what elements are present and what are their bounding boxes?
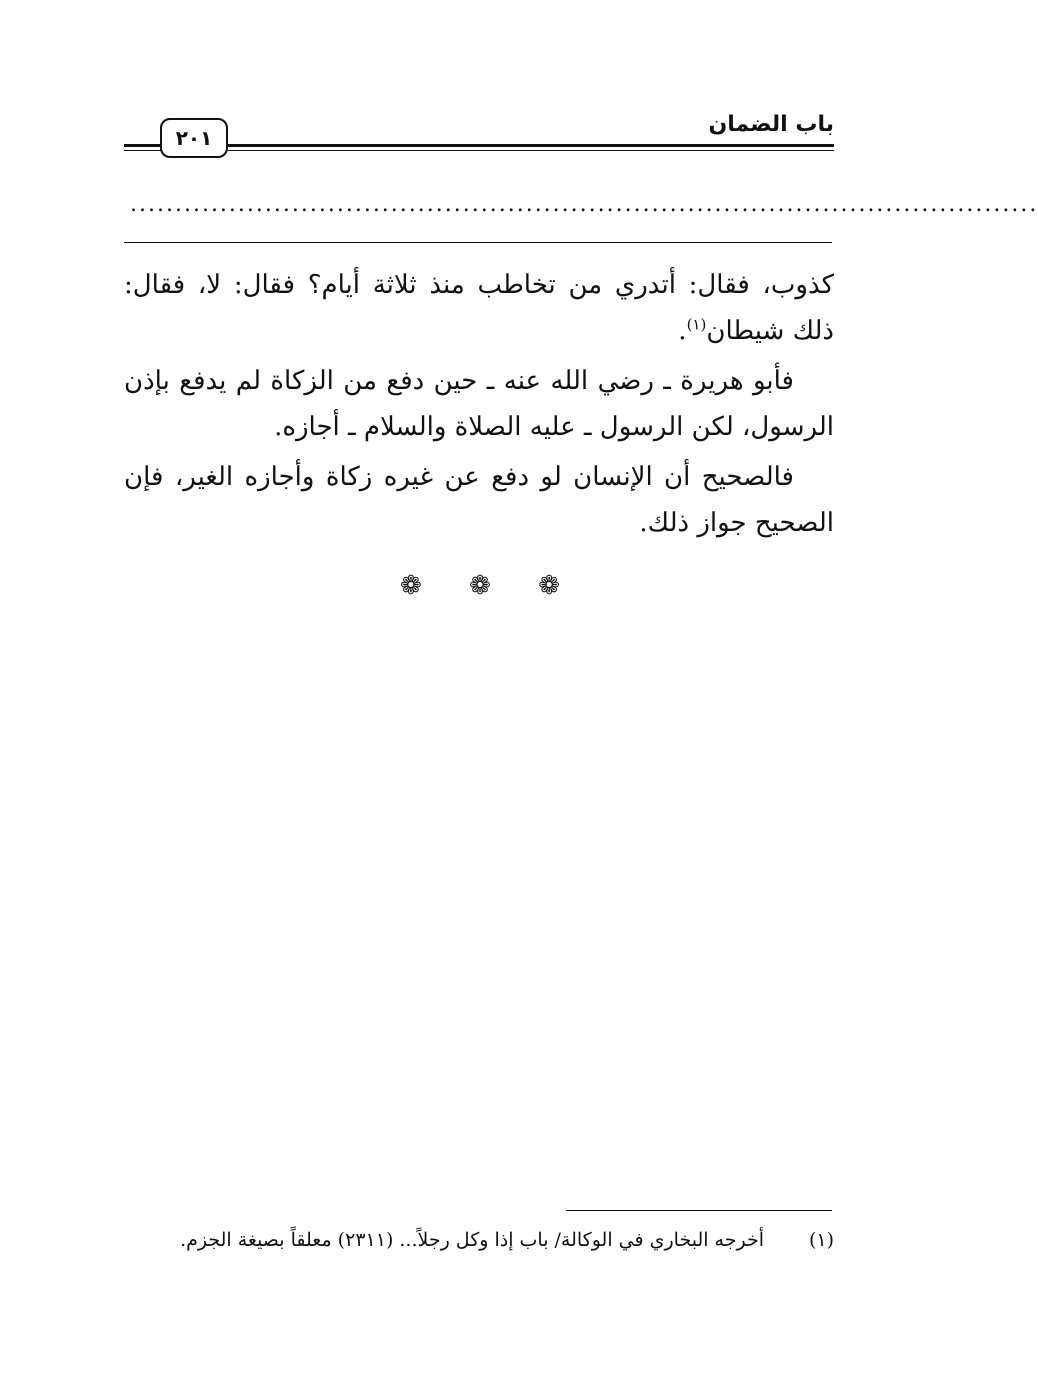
footnote-rule	[566, 1210, 832, 1211]
paragraph-3: فالصحيح أن الإنسان لو دفع عن غيره زكاة وأجازه الغير، فإن الصحيح جواز ذلك.	[124, 462, 834, 538]
footnote-ref-1: (١)	[686, 315, 707, 334]
header-rule-right-thin	[228, 150, 834, 151]
dotted-separator: .....................................................................................................	[130, 192, 1038, 217]
flower-ornament-icon: ❁	[400, 571, 422, 601]
separator-rule	[124, 242, 832, 243]
paragraph-1	[124, 262, 834, 354]
page-number: ٢٠١	[175, 126, 213, 150]
paragraph-2: فأبو هريرة ـ رضي الله عنه ـ حين دفع من الزكاة لم يدفع بإذن الرسول، لكن الرسول ـ عليه الصلاة والسلام ـ أجازه.	[124, 366, 834, 442]
footnote-1	[118, 1222, 834, 1258]
section-ornaments	[400, 568, 560, 604]
running-head: باب الضمان	[708, 112, 834, 137]
header-rule-left-thick	[124, 144, 162, 147]
paragraph-1-tail: .	[678, 316, 687, 346]
footnote-number: (١)	[808, 1229, 834, 1251]
page-number-box	[160, 118, 228, 158]
header-rule-right-thick	[228, 144, 834, 147]
body-text	[124, 262, 834, 550]
paragraph-1-text: كذوب، فقال: أتدري من تخاطب منذ ثلاثة أيام؟ فقال: لا، فقال: ذلك شيطان	[124, 270, 834, 346]
flower-ornament-icon: ❁	[538, 571, 560, 601]
footnote-text: أخرجه البخاري في الوكالة/ باب إذا وكل رجلاً... (٢٣١١) معلقاً بصيغة الجزم.	[180, 1229, 764, 1251]
flower-ornament-icon: ❁	[469, 571, 491, 601]
header-rule-left-thin	[124, 150, 162, 151]
